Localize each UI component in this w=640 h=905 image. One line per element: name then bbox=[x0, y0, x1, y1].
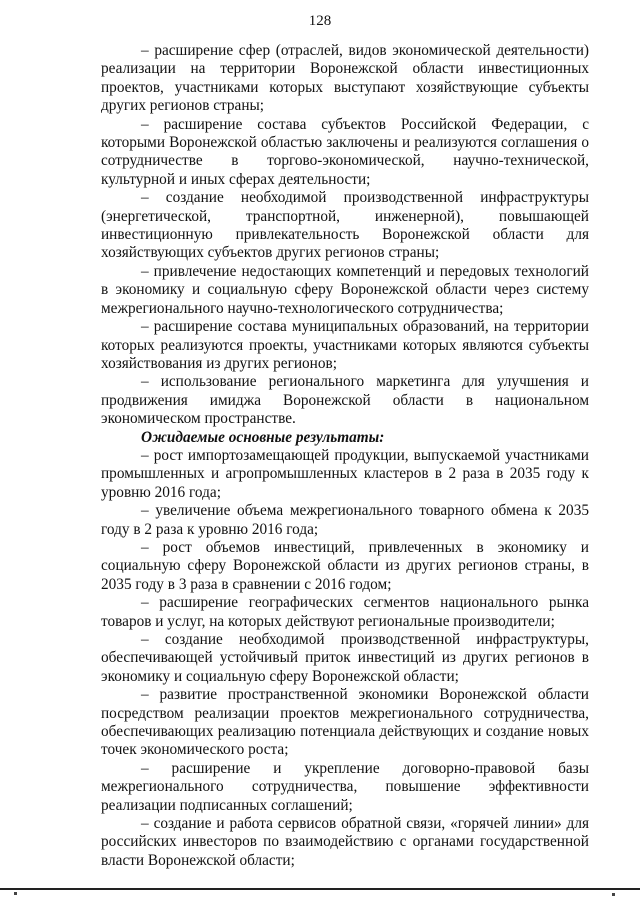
list-item: – расширение состава муниципальных образований, на территории которых реализуются проекты, участниками которых являются субъекты хозяйствования из других регионов; bbox=[101, 318, 589, 372]
document-body bbox=[101, 42, 589, 870]
result-item: – развитие пространственной экономики Воронежской области посредством реализации проектов межрегионального сотрудничества, обеспечивающих реализацию потенциала действующих и создание новых точек экономического роста; bbox=[101, 686, 589, 759]
scan-bottom-edge bbox=[0, 888, 640, 890]
list-item: – использование регионального маркетинга для улучшения и продвижения имиджа Воронежской области в национальном экономическом пространстве. bbox=[101, 373, 589, 428]
result-item: – увеличение объема межрегионального товарного обмена к 2035 году в 2 раза к уровню 2016 года; bbox=[101, 502, 589, 538]
list-item: – расширение состава субъектов Российской Федерации, с которыми Воронежской областью заключены и реализуются соглашения о сотрудничестве в торгово-экономической, научно-технической, культурной и иных сферах деятельности; bbox=[101, 115, 589, 188]
list-item: – создание необходимой производственной инфраструктуры (энергетической, транспортной, инженерной), повышающей инвестиционную привлекательность Воронежской области для хозяйствующих субъектов других регионов страны; bbox=[101, 189, 589, 262]
result-item: – рост объемов инвестиций, привлеченных в экономику и социальную сферу Воронежской области из других регионов страны, в 2035 году в 3 раза в сравнении с 2016 годом; bbox=[101, 538, 589, 593]
result-item: – расширение географических сегментов национального рынка товаров и услуг, на которых действуют региональные производители; bbox=[101, 594, 589, 630]
result-item: – создание необходимой производственной инфраструктуры, обеспечивающей устойчивый приток инвестиций из других регионов в экономику и социальную сферу Воронежской области; bbox=[101, 631, 589, 685]
list-item: – привлечение недостающих компетенций и передовых технологий в экономику и социальную сферу Воронежской области через систему межрегионального научно-технологического сотрудничества; bbox=[101, 262, 589, 317]
result-item: – рост импортозамещающей продукции, выпускаемой участниками промышленных и агропромышленных кластеров в 2 раза в 2035 году к уровню 2016 года; bbox=[101, 446, 589, 501]
result-item: – расширение и укрепление договорно-правовой базы межрегионального сотрудничества, повышение эффективности реализации подписанных соглашений; bbox=[101, 759, 589, 814]
page-number: 128 bbox=[308, 13, 332, 29]
result-item: – создание и работа сервисов обратной связи, «горячей линии» для российских инвесторов по взаимодействию с органами государственной власти Воронежской области; bbox=[101, 815, 589, 869]
scan-speck bbox=[14, 892, 17, 895]
list-item: – расширение сфер (отраслей, видов экономической деятельности) реализации на территории Воронежской области инвестиционных проектов, участниками которых выступают хозяйствующие субъекты других регионов страны; bbox=[101, 42, 589, 115]
section-heading: Ожидаемые основные результаты: bbox=[141, 428, 385, 446]
scan-speck bbox=[612, 893, 615, 896]
